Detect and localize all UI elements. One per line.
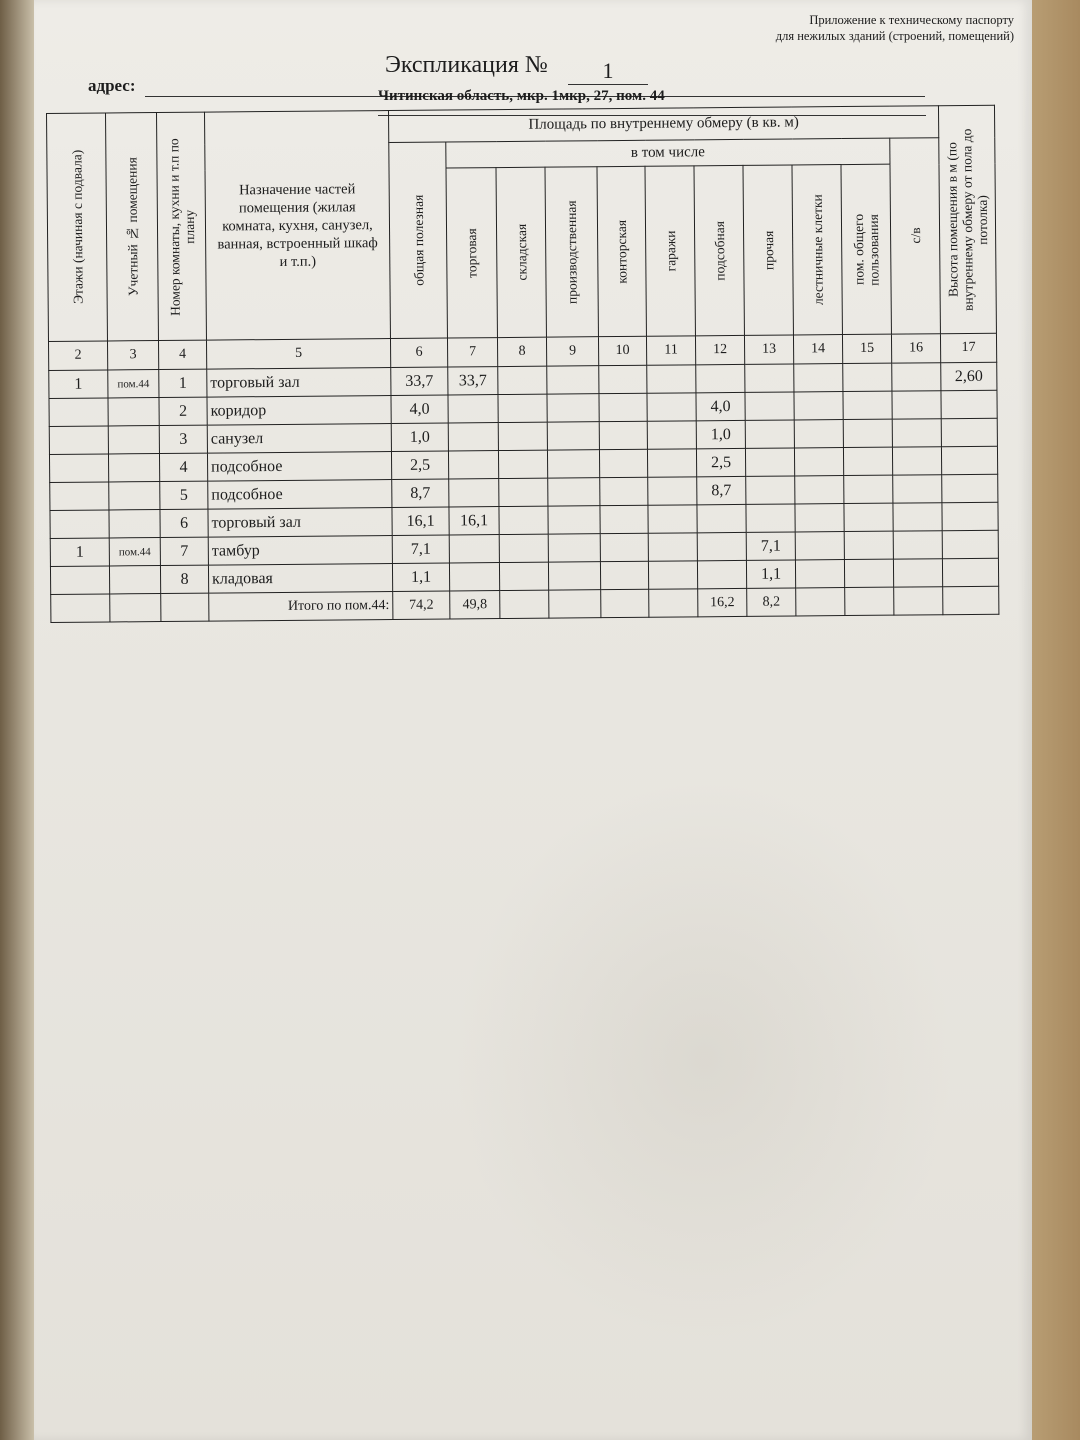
cell-c17 bbox=[942, 558, 998, 586]
cell-c16 bbox=[892, 391, 941, 419]
cell-c11 bbox=[648, 505, 697, 533]
cell-c6: 8,7 bbox=[392, 479, 449, 507]
cell-c17 bbox=[941, 418, 997, 446]
cell-c7: 33,7 bbox=[448, 367, 498, 395]
cell-c17 bbox=[941, 390, 997, 418]
cell-c9 bbox=[547, 422, 599, 450]
cell-c3 bbox=[109, 482, 160, 510]
cell-c14 bbox=[795, 504, 844, 532]
cell-c7 bbox=[448, 451, 498, 479]
cell-c7 bbox=[449, 479, 499, 507]
cell-c9 bbox=[548, 506, 600, 534]
header-office: конторская bbox=[597, 166, 646, 336]
cell-c17 bbox=[942, 474, 998, 502]
cell-c11 bbox=[647, 421, 696, 449]
cell-c14 bbox=[795, 532, 844, 560]
header-garages: гаражи bbox=[645, 166, 695, 336]
cell-c3: пом.44 bbox=[109, 538, 160, 566]
cell-c7 bbox=[449, 535, 499, 563]
cell-c13: 7,1 bbox=[746, 532, 795, 560]
col-number: 11 bbox=[646, 336, 695, 365]
header-room-no: Номер комнаты, кухни и т.п по плану bbox=[157, 112, 207, 340]
cell-c8 bbox=[499, 506, 548, 534]
cell-c3 bbox=[108, 454, 159, 482]
cell-c2: 1 bbox=[49, 370, 108, 399]
header-production: производственная bbox=[545, 167, 598, 337]
cell-c13 bbox=[745, 448, 794, 476]
cell-c5: торговый зал bbox=[208, 507, 392, 537]
cell-c2 bbox=[49, 454, 108, 483]
cell-c10 bbox=[600, 505, 648, 533]
cell-c16 bbox=[892, 363, 941, 391]
header-stairs: лестничные клетки bbox=[792, 165, 842, 335]
cell-c3 bbox=[109, 566, 160, 594]
explication-table bbox=[46, 105, 999, 623]
cell-c9 bbox=[547, 450, 599, 478]
cell-c16 bbox=[893, 559, 942, 587]
cell-c4: 2 bbox=[159, 397, 207, 425]
cell-c8 bbox=[498, 450, 547, 478]
document-title: Экспликация № bbox=[385, 52, 548, 78]
header-common-use: пом. общего пользования bbox=[841, 164, 891, 334]
address-value: Читинская область, мкр. 1мкр, 27, пом. 44 bbox=[378, 88, 665, 104]
cell-c6: 2,5 bbox=[391, 451, 448, 479]
cell-c5: коридор bbox=[207, 396, 391, 426]
cell-c10 bbox=[599, 449, 647, 477]
cell-c15 bbox=[843, 391, 892, 419]
header-including: в том числе bbox=[446, 138, 890, 168]
cell-c12: 1,0 bbox=[696, 420, 745, 448]
cell-c16 bbox=[893, 475, 942, 503]
total-auxiliary: 16,2 bbox=[698, 588, 747, 616]
cell-c10 bbox=[599, 421, 647, 449]
address-label: адрес: bbox=[88, 76, 136, 95]
cell-c14 bbox=[794, 392, 843, 420]
col-number: 16 bbox=[891, 334, 940, 363]
col-number: 12 bbox=[695, 335, 744, 364]
cell-c5: кладовая bbox=[208, 563, 392, 593]
cell-c12 bbox=[697, 532, 746, 560]
cell-c12 bbox=[696, 364, 745, 392]
cell-c4: 6 bbox=[160, 509, 208, 537]
cell-c10 bbox=[600, 477, 648, 505]
cell-c11 bbox=[647, 393, 696, 421]
cell-c5: торговый зал bbox=[207, 368, 391, 398]
cell-c6: 1,0 bbox=[391, 423, 448, 451]
cell-c6: 1,1 bbox=[392, 563, 449, 591]
appendix-line-1: Приложение к техническому паспорту bbox=[809, 13, 1014, 27]
cell-c7 bbox=[448, 423, 498, 451]
cell-c2 bbox=[50, 566, 109, 595]
cell-c16 bbox=[892, 447, 941, 475]
cell-c15 bbox=[843, 363, 892, 391]
col-number: 3 bbox=[107, 341, 158, 370]
total-other: 8,2 bbox=[747, 588, 796, 616]
cell-c8 bbox=[498, 394, 547, 422]
cell-c13 bbox=[745, 392, 794, 420]
cell-c17 bbox=[942, 530, 998, 558]
cell-c2 bbox=[50, 510, 109, 539]
cell-c4: 3 bbox=[159, 425, 207, 453]
header-total-useful: общая полезная bbox=[389, 142, 448, 338]
cell-c6: 7,1 bbox=[392, 535, 449, 563]
cell-c14 bbox=[795, 560, 844, 588]
cell-c15 bbox=[843, 419, 892, 447]
cell-c15 bbox=[844, 503, 893, 531]
cell-c8 bbox=[499, 534, 548, 562]
header-trade: торговая bbox=[446, 168, 497, 338]
cell-c8 bbox=[499, 478, 548, 506]
cell-c6: 33,7 bbox=[391, 367, 448, 395]
cell-c13 bbox=[745, 364, 794, 392]
cell-c17 bbox=[941, 446, 997, 474]
col-number: 10 bbox=[598, 336, 646, 365]
cell-c5: подсобное bbox=[208, 479, 392, 509]
col-number: 5 bbox=[206, 339, 390, 370]
cell-c13 bbox=[746, 504, 795, 532]
cell-c13: 1,1 bbox=[746, 560, 795, 588]
cell-c10 bbox=[599, 393, 647, 421]
cell-c9 bbox=[547, 394, 599, 422]
cell-c11 bbox=[647, 365, 696, 393]
col-number: 15 bbox=[842, 334, 891, 363]
cell-c16 bbox=[893, 503, 942, 531]
appendix-line-2: для нежилых зданий (строений, помещений) bbox=[775, 29, 1014, 43]
cell-c16 bbox=[893, 531, 942, 559]
cell-c15 bbox=[844, 531, 893, 559]
cell-c4: 1 bbox=[159, 369, 207, 397]
cell-c4: 7 bbox=[160, 537, 208, 565]
cell-c2 bbox=[49, 426, 108, 455]
col-number: 9 bbox=[546, 337, 598, 366]
col-number: 6 bbox=[390, 338, 447, 367]
cell-c12 bbox=[697, 560, 746, 588]
cell-c3 bbox=[109, 510, 160, 538]
cell-c13 bbox=[746, 476, 795, 504]
cell-c12: 2,5 bbox=[696, 448, 745, 476]
cell-c17 bbox=[942, 502, 998, 530]
col-number: 13 bbox=[744, 335, 793, 364]
cell-c6: 4,0 bbox=[391, 395, 448, 423]
cell-c10 bbox=[600, 533, 648, 561]
cell-c8 bbox=[498, 366, 547, 394]
header-storage: складская bbox=[496, 167, 546, 337]
cell-c7: 16,1 bbox=[449, 507, 499, 535]
header-area-group: Площадь по внутреннему обмеру (в кв. м) bbox=[388, 106, 938, 143]
cell-c8 bbox=[499, 562, 548, 590]
col-number: 7 bbox=[447, 338, 497, 367]
cell-c12 bbox=[697, 504, 746, 532]
col-number: 14 bbox=[793, 335, 842, 364]
header-auxiliary: подсобная bbox=[694, 165, 744, 335]
total-label: Итого по пом.44: bbox=[209, 591, 393, 621]
cell-c12: 4,0 bbox=[696, 392, 745, 420]
cell-c4: 8 bbox=[160, 565, 208, 593]
cell-c11 bbox=[647, 449, 696, 477]
cell-c14 bbox=[794, 448, 843, 476]
cell-c4: 4 bbox=[159, 453, 207, 481]
cell-c2 bbox=[49, 398, 108, 427]
paper-texture bbox=[454, 780, 954, 1340]
cell-c14 bbox=[795, 476, 844, 504]
header-floors: Этажи (начиная с подвала) bbox=[47, 113, 108, 342]
folder-cover-strip bbox=[1032, 0, 1080, 1440]
col-number: 4 bbox=[158, 340, 206, 369]
header-other: прочая bbox=[743, 165, 793, 335]
cell-c3: пом.44 bbox=[108, 370, 159, 398]
cell-c3 bbox=[108, 426, 159, 454]
cell-c8 bbox=[498, 422, 547, 450]
total-trade: 49,8 bbox=[450, 591, 500, 619]
cell-c15 bbox=[843, 447, 892, 475]
cell-c5: санузел bbox=[207, 423, 391, 453]
cell-c11 bbox=[648, 477, 697, 505]
total-useful: 74,2 bbox=[393, 591, 450, 619]
cell-c11 bbox=[648, 561, 697, 589]
cell-c16 bbox=[892, 419, 941, 447]
cell-c9 bbox=[548, 478, 600, 506]
cell-c17: 2,60 bbox=[941, 362, 997, 390]
cell-c14 bbox=[794, 420, 843, 448]
cell-c15 bbox=[844, 559, 893, 587]
cell-c14 bbox=[794, 364, 843, 392]
cell-c7 bbox=[449, 563, 499, 591]
cell-c11 bbox=[648, 533, 697, 561]
cell-c9 bbox=[548, 534, 600, 562]
header-bathroom: с/в bbox=[890, 138, 941, 334]
header-purpose: Назначение частей помещения (жилая комната, кухня, санузел, ванная, встроенный шкаф и т.п.) bbox=[204, 111, 390, 341]
document-number: 1 bbox=[568, 58, 648, 85]
col-number: 8 bbox=[497, 337, 546, 366]
col-number: 17 bbox=[940, 333, 996, 362]
cell-c4: 5 bbox=[160, 481, 208, 509]
cell-c7 bbox=[448, 395, 498, 423]
cell-c15 bbox=[844, 475, 893, 503]
cell-c12: 8,7 bbox=[697, 476, 746, 504]
folder-left-edge bbox=[0, 0, 34, 1440]
header-account-no: Учетный № помещения bbox=[106, 113, 159, 341]
cell-c6: 16,1 bbox=[392, 507, 449, 535]
cell-c2 bbox=[50, 482, 109, 511]
cell-c9 bbox=[547, 366, 599, 394]
header-height: Высота помещения в м (по внутреннему обмеру от пола до потолка) bbox=[938, 105, 996, 333]
col-number: 2 bbox=[48, 341, 107, 371]
cell-c5: подсобное bbox=[207, 451, 391, 481]
cell-c9 bbox=[548, 562, 600, 590]
cell-c10 bbox=[599, 365, 647, 393]
cell-c3 bbox=[108, 398, 159, 426]
cell-c13 bbox=[745, 420, 794, 448]
cell-c10 bbox=[600, 561, 648, 589]
appendix-note bbox=[694, 12, 1014, 44]
cell-c2: 1 bbox=[50, 538, 109, 567]
cell-c5: тамбур bbox=[208, 535, 392, 565]
